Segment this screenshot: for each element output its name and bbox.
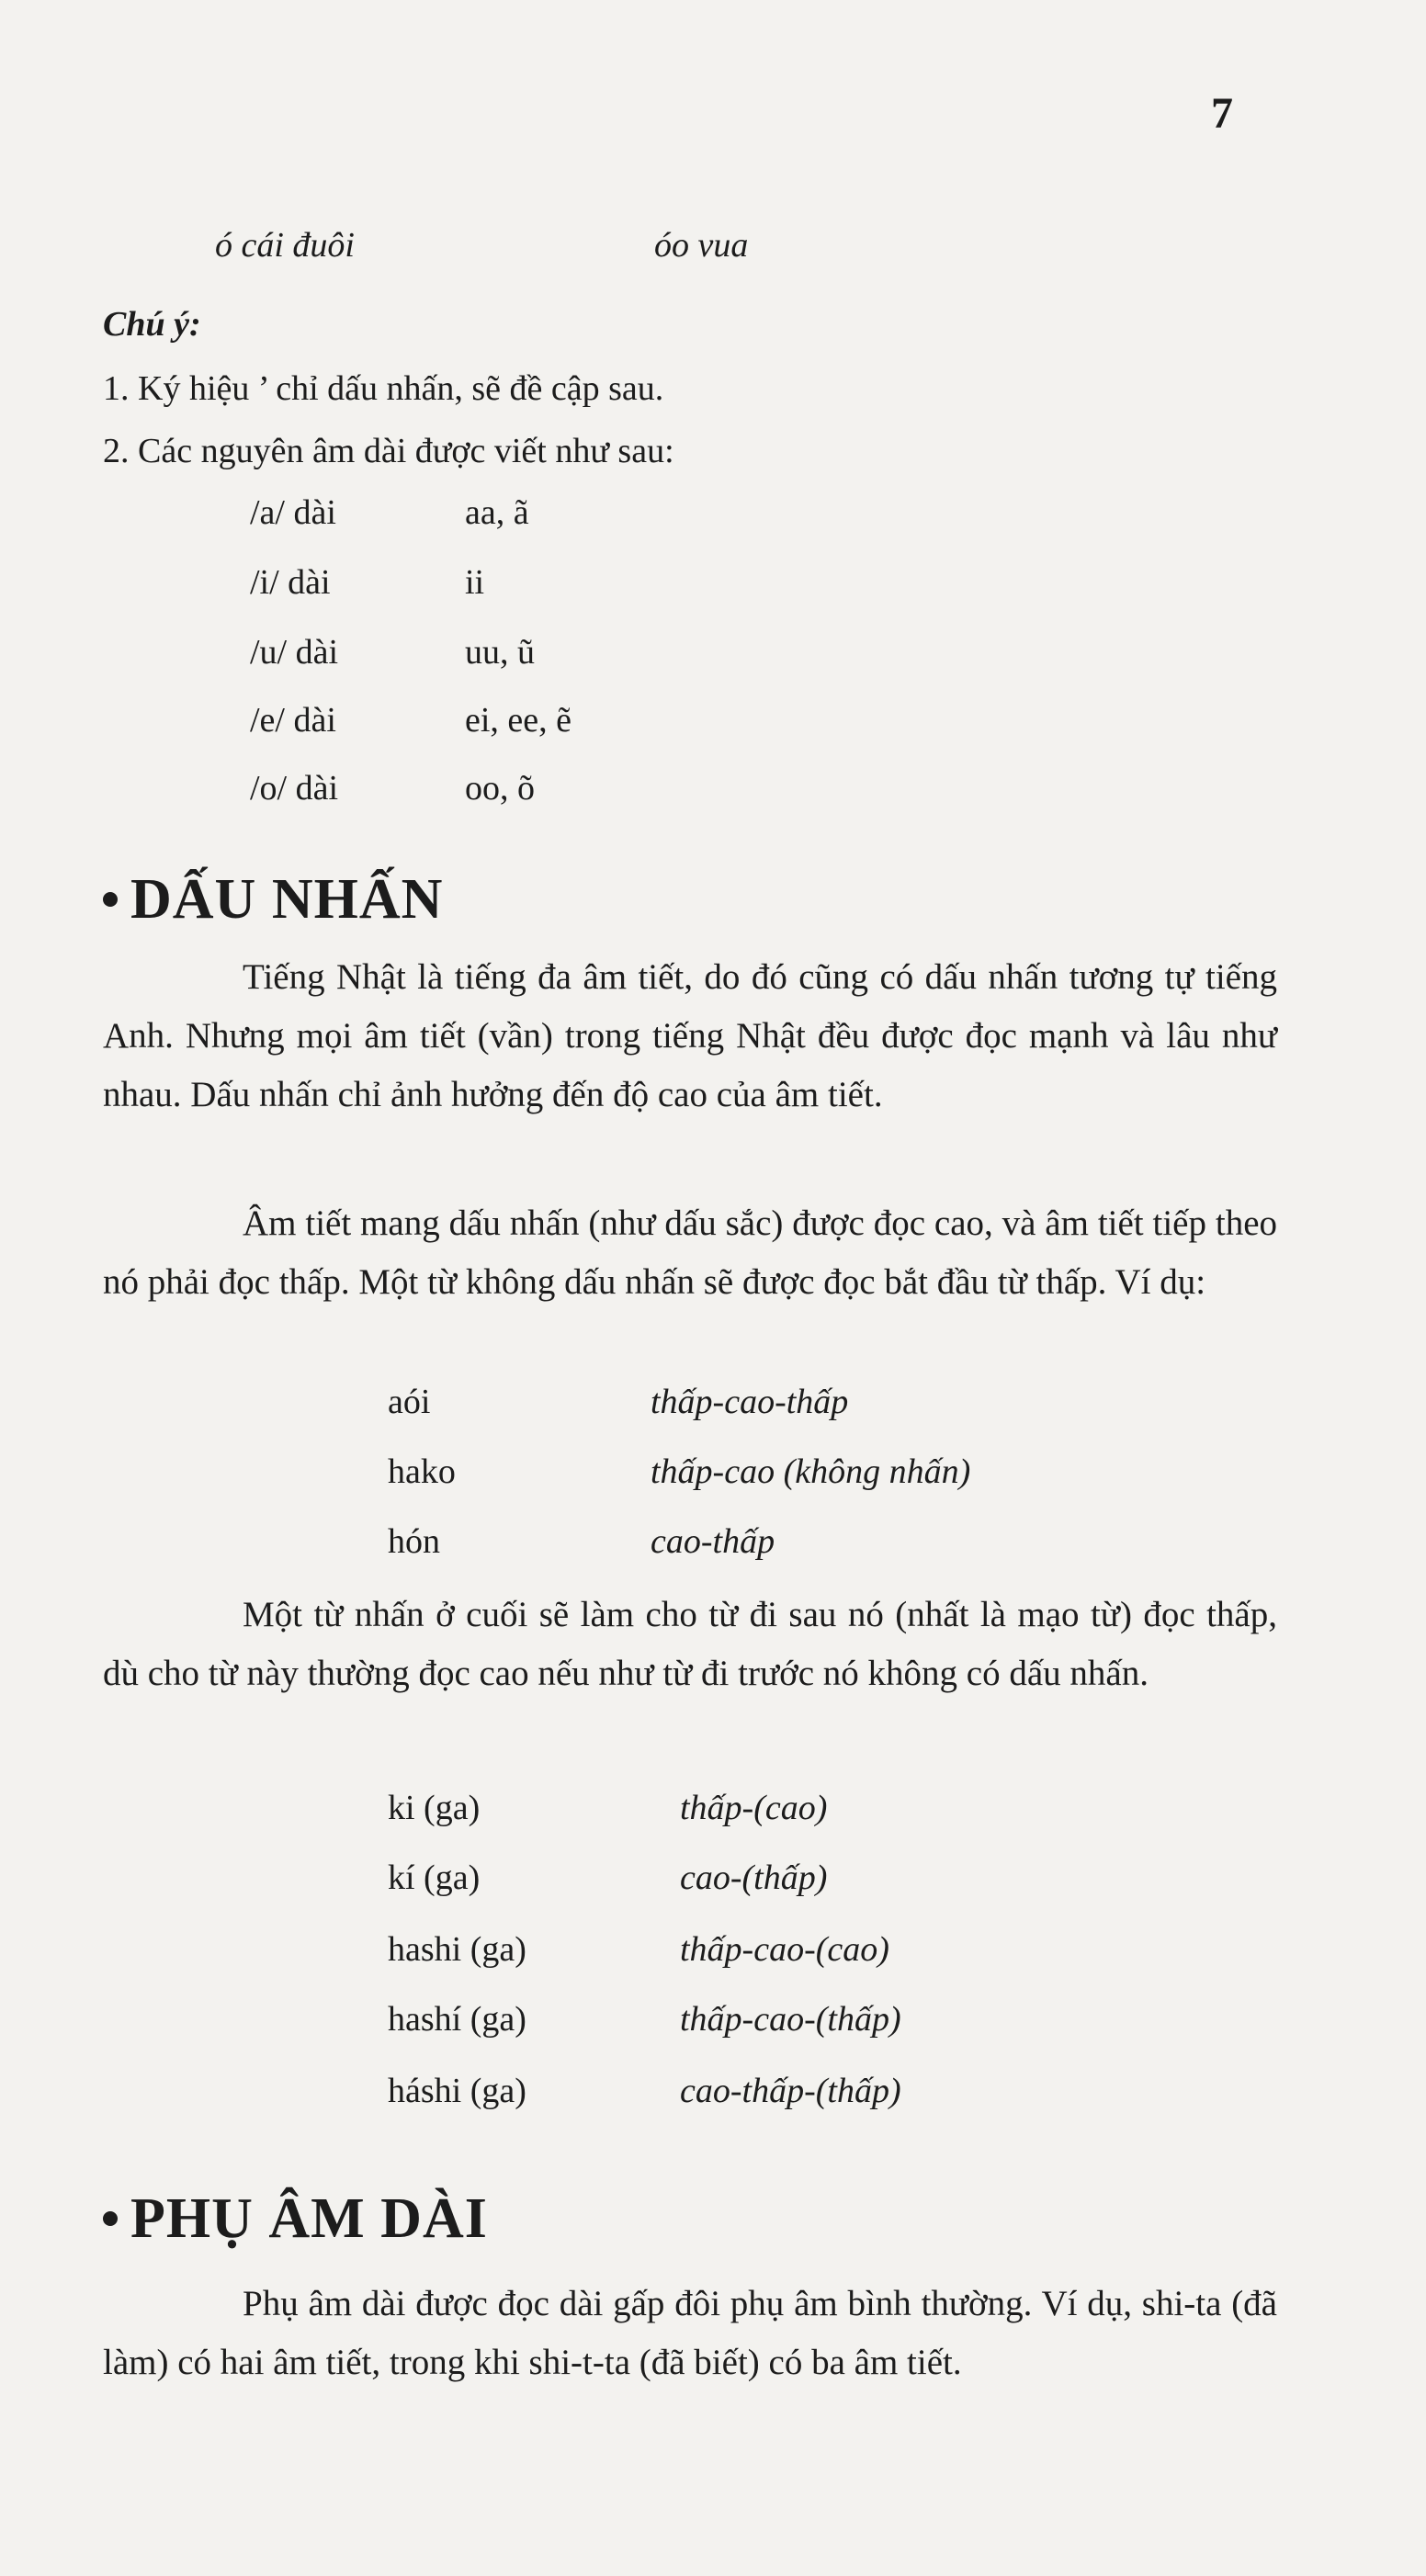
section-heading-text: DẤU NHẤN: [130, 868, 444, 931]
top-line-right: óo vua: [654, 226, 749, 265]
note-item-2: 2. Các nguyên âm dài được viết như sau:: [103, 432, 674, 470]
example-pattern: cao-thấp: [651, 1522, 775, 1561]
example-word: hón: [388, 1522, 440, 1561]
vowel-label: /u/ dài: [250, 633, 339, 672]
example-pattern: thấp-cao-(cao): [680, 1930, 889, 1969]
example-word: kí (ga): [388, 1859, 481, 1897]
section-heading-dau-nhan: [103, 867, 443, 932]
paragraph: [103, 1586, 1277, 1703]
example-word: háshi (ga): [388, 2072, 526, 2110]
note-item-1: 1. Ký hiệu ’ chỉ dấu nhấn, sẽ đề cập sau.: [103, 369, 664, 408]
example-pattern: cao-thấp-(thấp): [680, 2072, 901, 2110]
example-word: hashi (ga): [388, 1930, 526, 1969]
paragraph-text: Phụ âm dài được đọc dài gấp đôi phụ âm bình thường. Ví dụ, shi-ta (đã làm) có hai âm tiết, trong khi shi-t-ta (đã biết) có ba âm tiết.: [103, 2284, 1277, 2382]
top-line-left: ó cái đuôi: [215, 226, 355, 265]
vowel-label: /e/ dài: [250, 701, 336, 740]
paragraph: [103, 1194, 1277, 1312]
vowel-value: ei, ee, ẽ: [465, 701, 572, 740]
paragraph-text: Một từ nhấn ở cuối sẽ làm cho từ đi sau nó (nhất là mạo từ) đọc thấp, dù cho từ này thường đọc cao nếu như từ đi trước nó không có dấu nhấn.: [103, 1595, 1277, 1693]
paragraph-text: Tiếng Nhật là tiếng đa âm tiết, do đó cũng có dấu nhấn tương tự tiếng Anh. Nhưng mọi âm tiết (vần) trong tiếng Nhật đều được đọc mạnh và lâu như nhau. Dấu nhấn chỉ ảnh hưởng đến độ cao của âm tiết.: [103, 957, 1277, 1114]
example-pattern: thấp-(cao): [680, 1789, 828, 1827]
example-word: aói: [388, 1383, 431, 1421]
vowel-value: ii: [465, 563, 485, 602]
example-word: hashí (ga): [388, 2000, 526, 2039]
example-word: hako: [388, 1452, 456, 1491]
vowel-label: /a/ dài: [250, 493, 336, 532]
example-pattern: thấp-cao-(thấp): [680, 2000, 901, 2039]
vowel-value: aa, ã: [465, 493, 529, 532]
vowel-label: /o/ dài: [250, 769, 339, 808]
vowel-label: /i/ dài: [250, 563, 331, 602]
bullet-icon: [103, 892, 118, 907]
page-number: 7: [1211, 89, 1233, 138]
paragraph: [103, 948, 1277, 1124]
example-pattern: thấp-cao-thấp: [651, 1383, 849, 1421]
example-pattern: cao-(thấp): [680, 1859, 828, 1897]
section-heading-text: PHỤ ÂM DÀI: [130, 2187, 488, 2250]
vowel-value: oo, õ: [465, 769, 535, 808]
note-title: Chú ý:: [103, 305, 201, 344]
section-heading-phu-am-dai: [103, 2186, 488, 2252]
example-word: ki (ga): [388, 1789, 481, 1827]
vowel-value: uu, ũ: [465, 633, 535, 672]
paragraph-text: Âm tiết mang dấu nhấn (như dấu sắc) được đọc cao, và âm tiết tiếp theo nó phải đọc thấp. Một từ không dấu nhấn sẽ được đọc bắt đầu từ thấp. Ví dụ:: [103, 1203, 1277, 1302]
paragraph: [103, 2275, 1277, 2392]
example-pattern: thấp-cao (không nhấn): [651, 1452, 971, 1491]
bullet-icon: [103, 2211, 118, 2226]
